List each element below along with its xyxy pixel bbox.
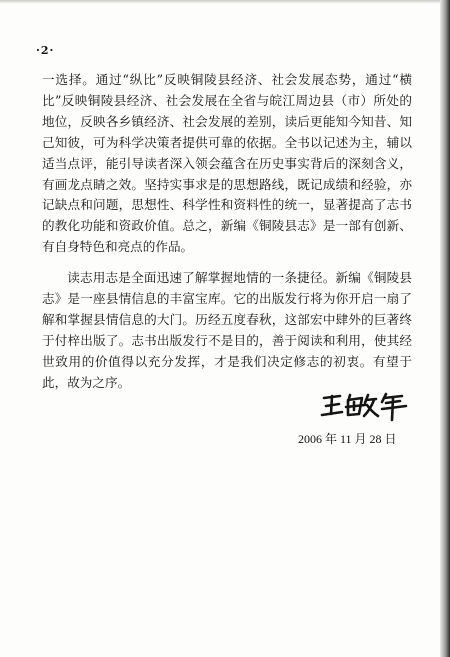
page-number: ·2· bbox=[36, 44, 55, 57]
paragraph-closing: 读志用志是全面迅速了解掌握地情的一条捷径。新编《铜陵县志》是一座县情信息的丰富宝库。它的出版发行将为你开启一扇了解和掌握县情信息的大门。历经五度春秋，这部宏中肆外的巨著终于付梓出版了。志书出版发行不是目的，善于阅读和利用，使其经世致用的价值得以充分发挥，才是我们决定修志的初衷。有望于此，故为之序。 bbox=[42, 270, 412, 390]
preface-body bbox=[42, 70, 412, 394]
scan-top-edge bbox=[0, 0, 450, 4]
preface-date: 2006 年 11 月 28 日 bbox=[298, 432, 397, 446]
binding-edge-shadow bbox=[440, 0, 450, 657]
handwritten-signature bbox=[318, 390, 414, 422]
paragraph-continued: 一选择。通过“纵比”反映铜陵县经济、社会发展态势，通过“横比”反映铜陵县经济、社会发展在全省与皖江周边县（市）所处的地位，反映各乡镇经济、社会发展的差别，读后更能知今知昔、知己知彼，可为科学决策者提供可靠的依据。全书以记述为主，辅以适当点评，能引导读者深入领会蕴含在历史事实背后的深刻含义，有画龙点睛之效。坚持实事求是的思想路线，既记成绩和经验，亦记缺点和问题，思想性、科学性和资料性的统一，显著提高了志书的教化功能和资政价值。总之，新编《铜陵县志》是一部有创新、有自身特色和亮点的作品。 bbox=[42, 72, 412, 255]
